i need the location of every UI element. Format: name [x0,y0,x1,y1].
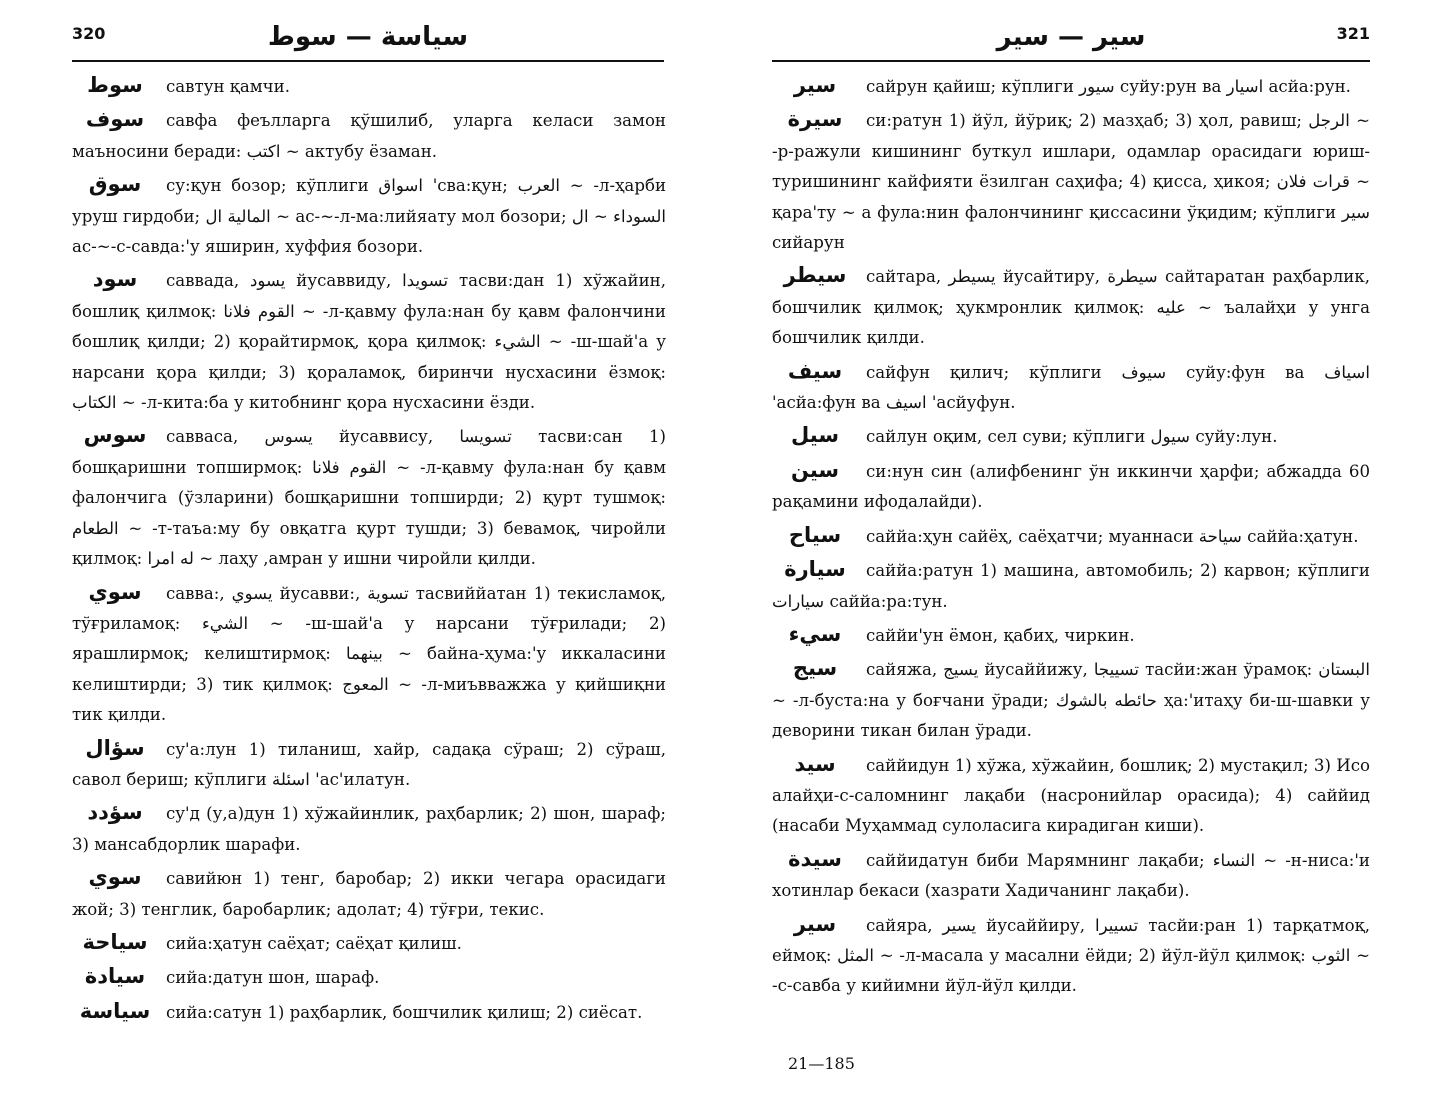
dictionary-entry [772,619,1370,651]
entry-definition: саввада, يسود йусаввиду, تسويدا тасви:дан 1) хўжайин, бошлиқ қилмоқ: القوم فلانا ~ -л-қавму фула:нан бу қавм фалончини бошлиқ қилди; 2) қорайтирмоқ, қора қилмоқ: الشيء ~ -ш-шай'а у нарсани қора қилди; 3) қораламоқ, биринчи нусхасини ёзмоқ: الكتاب ~ -л-кита:ба у китобнинг қора нусхасини ёзди. [72,271,666,413]
entry-headword: سيل [791,423,839,448]
dictionary-entry [72,577,666,731]
entry-definition: сайрун қайиш; кўплиги سيور суйу:рун ва اسيار асйа:рун. [866,77,1351,96]
entry-headword: سيارة [784,557,846,582]
dictionary-entry [772,520,1370,552]
right-page-body [772,70,1370,1004]
dictionary-entry [772,260,1370,353]
entry-definition: саййидун 1) хўжа, хўжайин, бошлиқ; 2) мустақил; 3) Исо алайҳи-с-саломнинг лақаби (насронийлар орасида); 4) саййид (насаби Муҳаммад сулоласига кирадиган киши). [772,755,1370,836]
page-number: 320 [72,24,106,43]
running-head: سياسة — سوط [267,22,469,52]
dictionary-entry [772,909,1370,1002]
header-rule [772,60,1370,62]
running-head: سير — سير [996,22,1146,52]
dictionary-entry [772,356,1370,419]
entry-headword: سيف [787,358,843,383]
left-page-header [72,22,664,54]
dictionary-entry [72,996,666,1028]
entry-definition: сийа:ҳатун саёҳат; саёҳат қилиш. [166,933,462,953]
dictionary-entry [72,169,666,262]
entry-definition: си:нун син (алифбенинг ўн иккинчи ҳарфи; абжадда 60 рақамини ифодалайди). [772,461,1370,512]
dictionary-entry [72,862,666,925]
entry-definition: су'д (у,а)дун 1) хўжайинлик, раҳбарлик; 2) шон, шараф; 3) мансабдорлик шарафи. [72,804,666,854]
signature-mark: 21—185 [788,1054,855,1073]
entry-definition: сайфун қилич; кўплиги سيوف суйу:фун ва اسياف 'асйа:фун ва اسيف 'асйуфун. [772,362,1370,413]
dictionary-entry [772,104,1370,258]
entry-definition: су:қун бозор; кўплиги اسواق 'сва:қун; العرب ~ -л-ҳарби уруш гирдоби; المالية ال ~ ас-~-л-ма:лийяату мол бозори; السوداء ~ ال ас-~-с-савда:'у яширин, хуффия бозори. [72,176,667,257]
dictionary-entry [772,554,1370,617]
dictionary-entry [72,264,666,418]
dictionary-entry [772,420,1370,452]
entry-headword: سيدة [788,846,842,871]
entry-definition: савфа феълларга қўшилиб, уларга келаси замон маъносини беради: اكتب ~ актубу ёзаман. [72,111,666,161]
dictionary-entry [72,797,666,860]
entry-definition: саййи'ун ёмон, қабиҳ, чиркин. [866,625,1135,645]
entry-headword: سيد [794,751,836,776]
entry-headword: سوس [83,423,147,448]
entry-definition: савваса, يسوس йусаввису, تسويسا тасви:сан 1) бошқаришни топширмоқ: القوم فلانا ~ -л-қавму фула:нан бу қавм фалончига (ўзларини) бошқаришни топширди; 2) қурт тушмоқ: الطعام ~ -т-таъа:му бу овқатга қурт тушди; 3) бевамоқ, чиройли қилмоқ: له امرا ~ лаҳу ,амран у ишни чиройли қилди. [72,427,667,569]
entry-headword: سياحة [82,929,148,954]
dictionary-entry [772,455,1370,518]
entry-headword: سيطر [783,263,847,288]
dictionary-entry [772,653,1370,746]
entry-headword: سؤال [85,735,145,760]
entry-headword: سوق [88,172,142,197]
entry-headword: سوف [85,107,145,132]
entry-definition: сийа:сатун 1) раҳбарлик, бошчилик қилиш; 2) сиёсат. [166,1002,643,1022]
entry-headword: سوي [88,865,142,890]
entry-headword: سير [793,911,837,936]
entry-headword: سيرة [787,107,843,132]
entry-definition: сайяра, يسير йусаййиру, تسييرا тасйи:ран 1) тарқатмоқ, еймоқ: المثل ~ -л-масала у масални ёйди; 2) йўл-йўл қилмоқ: الثوب ~ -с-савба у кийимни йўл-йўл қилди. [772,915,1371,996]
dictionary-entry [72,70,666,102]
entry-definition: саййидатун биби Марямнинг лақаби; النساء ~ -н-ниса:'и хотинлар бекаси (хазрати Хадичанинг лақаби). [772,850,1370,901]
entry-headword: سوط [87,73,143,97]
header-rule [72,60,664,62]
entry-definition: сийа:датун шон, шараф. [166,968,380,988]
entry-headword: سيادة [84,964,146,989]
entry-definition: савийюн 1) тенг, баробар; 2) икки чегара орасидаги жой; 3) тенглик, баробарлик; адолат; 4) тўғри, текис. [72,869,666,919]
entry-headword: سيء [788,621,842,646]
left-page-body [72,70,666,1030]
dictionary-entry [72,420,666,574]
entry-definition: савва:, يسوي йусавви:, تسوية тасвиййатан 1) текисламоқ, тўғриламоқ: الشيء ~ -ш-шай'а у нарсани тўғрилади; 2) ярашлирмоқ; келиштирмоқ: بينهما ~ байна-ҳума:'у иккаласини келиштирди; 3) тик қилмоқ: المعوج ~ -л-миъвважжа у қийшиқни тик қилди. [72,583,667,725]
right-page-header [772,22,1370,54]
dictionary-entry [72,927,666,959]
entry-headword: سياسة [79,998,151,1023]
page-number: 321 [1336,24,1370,43]
dictionary-entry [772,844,1370,907]
entry-definition: си:ратун 1) йўл, йўриқ; 2) мазҳаб; 3) ҳол, равиш; الرجل ~ -р-ражули кишининг буткул ишлари, одамлар орасидаги юриш-туришининг кайфияти ёзилган саҳифа; 4) қисса, ҳикоя; قرات فلان ~ қара'ту ~ а фула:нин фалончининг қиссасини ўқидим; кўплиги سير сийарун [772,111,1370,253]
dictionary-entry [72,961,666,993]
entry-definition: сайтара, يسيطر йусайтиру, سيطرة сайтаратан раҳбарлик, бошчилик қилмоқ; ҳукмронлик қилмоқ: عليه ~ ъалайҳи у унга бошчилик қилди. [772,267,1370,348]
dictionary-entry [72,104,666,167]
entry-headword: سين [790,457,840,482]
dictionary-entry [772,749,1370,842]
entry-definition: саййа:ратун 1) машина, автомобиль; 2) карвон; кўплиги سيارات саййа:ра:тун. [772,561,1370,611]
entry-headword: سير [793,73,837,97]
entry-headword: سوي [88,579,142,604]
entry-headword: سيج [792,656,838,681]
dictionary-entry [772,70,1370,102]
entry-definition: сайлун оқим, сел суви; кўплиги سيول суйу:лун. [866,427,1278,447]
entry-headword: سؤدد [87,800,143,825]
dictionary-entry [72,733,666,796]
entry-definition: саййа:ҳун сайёҳ, саёҳатчи; муаннаси سياحة саййа:ҳатун. [866,526,1359,546]
entry-definition: су'а:лун 1) тиланиш, хайр, садақа сўраш; 2) сўраш, савол бериш; кўплиги اسئلة 'ас'илатун. [72,739,666,789]
right-page [720,0,1440,1114]
entry-definition: сайяжа, يسيج йусаййижу, تسييجا тасйи:жан ўрамоқ: البستان ~ -л-буста:на у боғчани ўради; حائطه بالشوك ҳа:'итаҳу би-ш-шавки у деворини тикан билан ўради. [772,660,1370,741]
entry-definition: савтун қамчи. [166,77,290,96]
entry-headword: سود [92,267,138,292]
entry-headword: سياح [788,522,842,547]
